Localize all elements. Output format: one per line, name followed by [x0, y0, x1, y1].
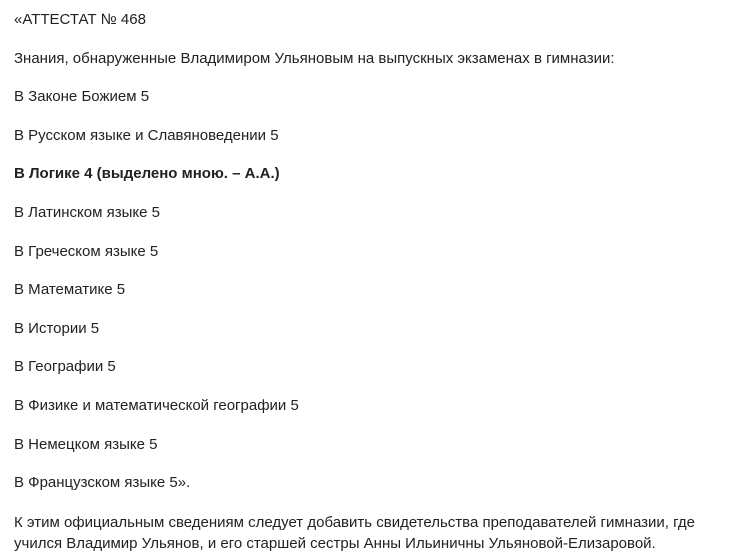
subject-line: В Истории 5 [14, 319, 100, 337]
subject-line: В Французском языке 5». [14, 474, 191, 492]
subject-line: В Законе Божием 5 [14, 88, 150, 106]
subject-line: В Физике и математической географии 5 [14, 396, 299, 414]
intro-paragraph: Знания, обнаруженные Владимиром Ульяновым на выпускных экзаменах в гимназии: [14, 49, 615, 67]
subject-line: В Латинском языке 5 [14, 203, 160, 221]
certificate-heading: «АТТЕСТАТ № 468 [14, 11, 146, 28]
closing-paragraph: К этим официальным сведениям следует добавить свидетельства преподавателей гимназии, где учился Владимир Ульянов, и его старшей сестры Анны Ильиничны Ульяновой-Елизаровой. [14, 513, 695, 552]
subject-line: В Географии 5 [14, 358, 116, 376]
subject-line: В Русском языке и Славяноведении 5 [14, 126, 279, 144]
subject-line: В Немецком языке 5 [14, 435, 158, 453]
subject-line-highlighted: В Логике 4 (выделено мною. – А.А.) [14, 165, 280, 183]
subject-line: В Греческом языке 5 [14, 242, 159, 260]
subject-line: В Математике 5 [14, 281, 126, 299]
